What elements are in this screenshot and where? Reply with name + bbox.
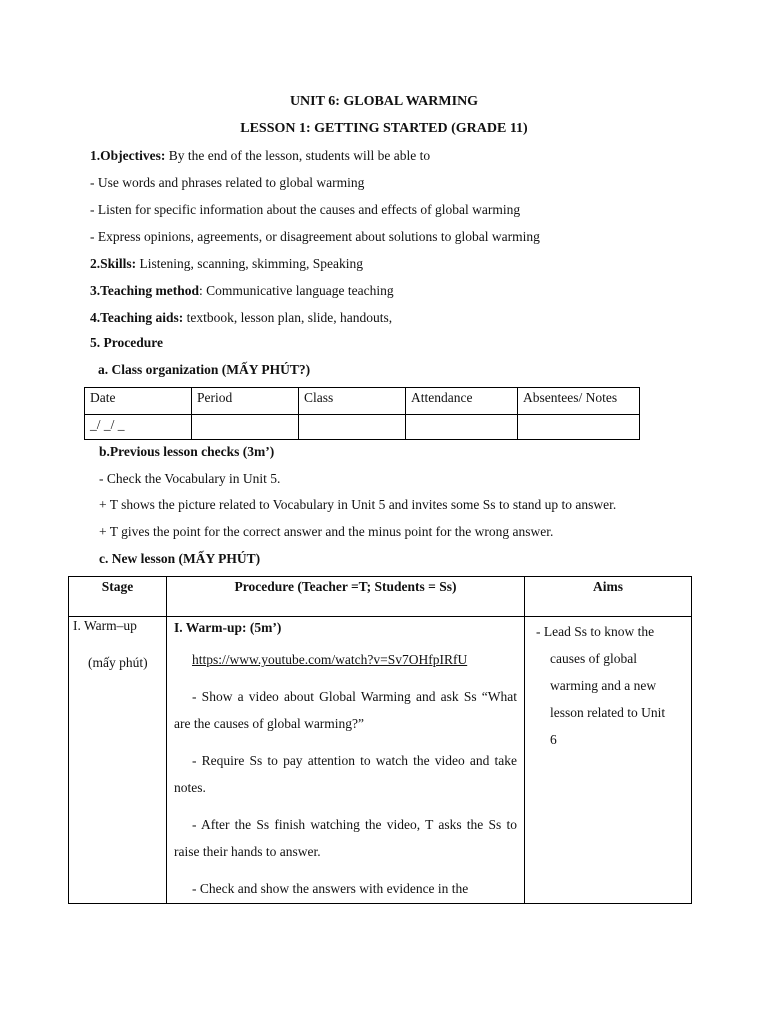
aims-line: causes of global [550, 651, 637, 666]
objectives-label: Objectives: [100, 148, 166, 163]
aids-label: Teaching aids: [100, 310, 184, 325]
objectives-number: 1. [90, 148, 101, 163]
procedure-step: - Show a video about Global Warming and ask Ss “What are the causes of global warming?” [174, 689, 517, 731]
header-aims: Aims [525, 577, 692, 617]
lesson-title: LESSON 1: GETTING STARTED (GRADE 11) [240, 121, 528, 136]
org-header-absentees: Absentees/ Notes [518, 388, 640, 415]
class-org-heading: a. Class organization (MẤY PHÚT?) [98, 362, 311, 377]
header-procedure: Procedure (Teacher =T; Students = Ss) [167, 577, 525, 617]
skills-label: Skills: [100, 256, 137, 271]
method-number: 3. [90, 283, 101, 298]
video-link[interactable]: https://www.youtube.com/watch?v=Sv7OHfpIRfU [192, 652, 468, 667]
aims-line: warming and a new [550, 678, 657, 693]
org-cell-period [192, 415, 299, 440]
aids-text: textbook, lesson plan, slide, handouts, [183, 310, 393, 325]
stage-name: I. Warm–up [73, 618, 137, 633]
org-cell-attendance [406, 415, 518, 440]
procedure-step: - Check and show the answers with evidence in the [192, 881, 469, 896]
procedure-title: I. Warm-up: (5m’) [174, 620, 282, 635]
header-stage: Stage [69, 577, 167, 617]
previous-lesson-line: - Check the Vocabulary in Unit 5. [99, 471, 281, 486]
class-organization-table [84, 387, 640, 440]
skills-number: 2. [90, 256, 101, 271]
method-text: : Communicative language teaching [199, 283, 394, 298]
method-label: Teaching method [100, 283, 200, 298]
aids-number: 4. [90, 310, 101, 325]
method-line [90, 283, 394, 299]
org-header-date: Date [85, 388, 192, 415]
objective-item: - Listen for specific information about the causes and effects of global warming [90, 202, 521, 217]
unit-title: UNIT 6: GLOBAL WARMING [289, 94, 479, 109]
objectives-text: By the end of the lesson, students will be able to [165, 148, 431, 163]
procedure-cell [167, 617, 525, 904]
skills-line [90, 256, 363, 272]
aims-line: lesson related to Unit [550, 705, 666, 720]
stage-cell [69, 617, 167, 904]
procedure-step: - Require Ss to pay attention to watch the video and take notes. [174, 753, 517, 795]
skills-text: Listening, scanning, skimming, Speaking [136, 256, 364, 271]
org-cell-class [299, 415, 406, 440]
org-cell-absentees [518, 415, 640, 440]
stage-time: (mấy phút) [88, 655, 148, 670]
objective-item: - Use words and phrases related to global warming [90, 175, 365, 190]
procedure-step: - After the Ss finish watching the video, T asks the Ss to raise their hands to answer. [174, 817, 517, 859]
aids-line [90, 310, 392, 326]
org-header-class: Class [299, 388, 406, 415]
previous-lesson-line: + T shows the picture related to Vocabulary in Unit 5 and invites some Ss to stand up to answer. [99, 497, 617, 512]
new-lesson-heading: c. New lesson (MẤY PHÚT) [99, 551, 261, 566]
org-cell-date: _/ _/ _ [85, 415, 192, 440]
aims-line: 6 [550, 732, 557, 747]
aims-line: - Lead Ss to know the [536, 624, 655, 639]
org-header-attendance: Attendance [406, 388, 518, 415]
aims-cell [525, 617, 692, 904]
objectives-line [90, 148, 430, 164]
procedure-heading: 5. Procedure [90, 335, 163, 350]
previous-lesson-heading: b.Previous lesson checks (3m’) [99, 444, 275, 459]
objective-item: - Express opinions, agreements, or disagreement about solutions to global warming [90, 229, 540, 244]
previous-lesson-line: + T gives the point for the correct answer and the minus point for the wrong answer. [99, 524, 554, 539]
org-header-period: Period [192, 388, 299, 415]
new-lesson-table [68, 576, 692, 904]
